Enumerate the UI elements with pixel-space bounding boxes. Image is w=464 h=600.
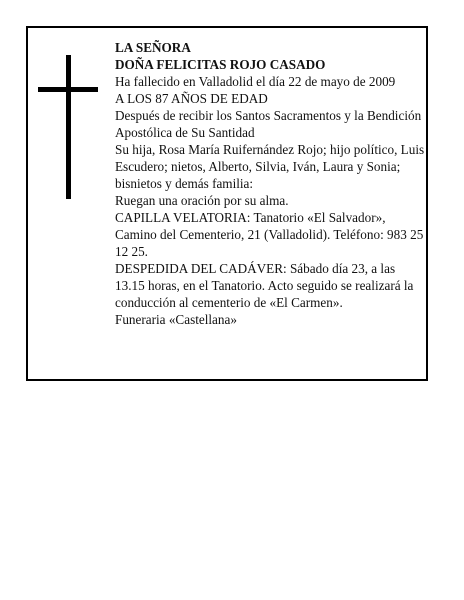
cross-vertical-bar bbox=[66, 55, 71, 199]
sacraments-statement: Después de recibir los Santos Sacramentos y la Bendición Apostólica de Su Santidad bbox=[115, 108, 422, 140]
notice-salutation: LA SEÑORA bbox=[115, 40, 191, 55]
notice-text bbox=[115, 39, 427, 328]
cross-horizontal-bar bbox=[38, 87, 98, 92]
prayer-request: Ruegan una oración por su alma. bbox=[115, 193, 289, 208]
chapel-info: CAPILLA VELATORIA: Tanatorio «El Salvador», Camino del Cementerio, 21 (Valladolid). Teléfono: 983 25 12 25. bbox=[115, 210, 424, 259]
age-statement: A LOS 87 AÑOS DE EDAD bbox=[115, 91, 268, 106]
deceased-name: DOÑA FELICITAS ROJO CASADO bbox=[115, 57, 326, 72]
death-statement: Ha fallecido en Valladolid el día 22 de mayo de 2009 bbox=[115, 74, 396, 89]
obituary-notice bbox=[26, 26, 428, 381]
farewell-info: DESPEDIDA DEL CADÁVER: Sábado día 23, a las 13.15 horas, en el Tanatorio. Acto seguido se realizará la conducción al cementerio de «El Carmen». bbox=[115, 261, 414, 310]
cross-icon bbox=[38, 55, 98, 199]
family-list: Su hija, Rosa María Ruifernández Rojo; hijo político, Luis Escudero; nietos, Alberto, Silvia, Iván, Laura y Sonia; bisnietos y demás familia: bbox=[115, 142, 425, 191]
funeral-home: Funeraria «Castellana» bbox=[115, 312, 237, 327]
